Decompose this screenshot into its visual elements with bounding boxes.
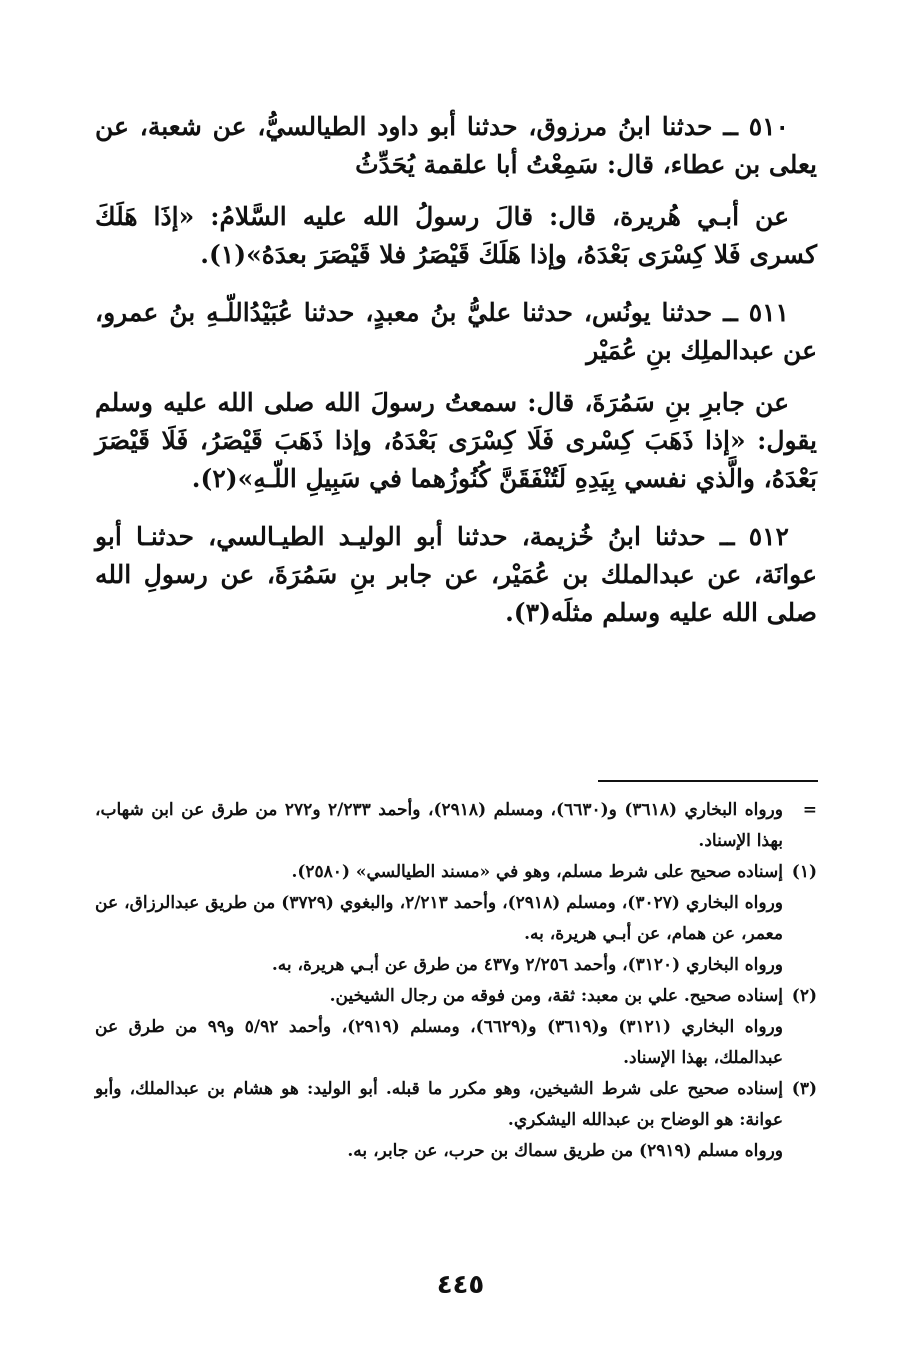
main-text (95, 108, 817, 652)
footnote-1 (95, 857, 817, 981)
hadith-510-matn: عن أبـي هُريرة، قال: قالَ رسولُ الله عليه السَّلامُ: «إذَا هَلَكَ كسرى فَلا كِسْرَى بَعْدَهُ، وإذا هَلَكَ قَيْصَرُ فلا قَيْصَرَ بعدَهُ»(١). (95, 202, 817, 269)
footnote-line: إسناده صحيح على شرط الشيخين، وهو مكرر ما قبله. أبو الوليد: هو هشام بن عبدالملك، وأبو عوانة: هو الوضاح بن عبدالله اليشكري. (95, 1079, 783, 1130)
footnote-line: ورواه البخاري (٣٦١٨) و(٦٦٣٠)، ومسلم (٢٩١٨)، وأحمد ٢/٢٣٣ و٢٧٢ من طرق عن ابن شهاب، بهذا الإسناد. (95, 800, 783, 851)
footnote-2 (95, 981, 817, 1074)
footnote-mark: (١) (791, 862, 817, 882)
footnote-line: ورواه البخاري (٣١٢٠)، وأحمد ٢/٢٥٦ و٤٣٧ من طرق عن أبـي هريرة، به. (271, 955, 783, 975)
footnote-line: إسناده صحيح على شرط مسلم، وهو في «مسند الطيالسي» (٢٥٨٠). (291, 862, 783, 882)
footnotes (95, 795, 817, 1167)
footnote-mark: = (802, 800, 817, 820)
footnote-3 (95, 1074, 817, 1167)
footnote-divider (598, 780, 818, 782)
hadith-511-isnad: ٥١١ ــ حدثنا يونُس، حدثنا عليُّ بنُ معبدٍ، حدثنا عُبَيْدُاللّـهِ بنُ عمرو، عن عبدالملِك بنِ عُمَيْر (95, 298, 817, 365)
hadith-511 (95, 294, 817, 498)
hadith-512 (95, 518, 817, 632)
hadith-510 (95, 108, 817, 274)
hadith-511-matn: عن جابرِ بنِ سَمُرَةَ، قال: سمعتُ رسولَ الله صلى الله عليه وسلم يقول: «إذا ذَهَبَ كِسْرى فَلَا كِسْرَى بَعْدَهُ، وإذا ذَهَبَ قَيْصَرُ، فَلَا قَيْصَرَ بَعْدَهُ، والَّذي نفسي بِيَدِهِ لَتُنْفَقَنَّ كُنُوزُهما في سَبِيلِ اللّـهِ»(٢). (95, 388, 817, 493)
footnote-mark: (٣) (791, 1079, 817, 1099)
footnote-continued (95, 795, 817, 857)
hadith-510-isnad: ٥١٠ ــ حدثنا ابنُ مرزوق، حدثنا أبو داود الطيالسيُّ، عن شعبة، عن يعلى بن عطاء، قال: سَمِعْتُ أبا علقمة يُحَدِّثُ (95, 112, 817, 179)
page-number: ٤٤٥ (436, 1270, 485, 1300)
footnote-line: إسناده صحيح. علي بن معبد: ثقة، ومن فوقه من رجال الشيخين. (329, 986, 783, 1006)
footnote-line: ورواه البخاري (٣٠٢٧)، ومسلم (٢٩١٨)، وأحمد ٢/٢١٣، والبغوي (٣٧٢٩) من طريق عبدالرزاق، عن معمر، عن همام، عن أبـي هريرة، به. (95, 893, 784, 944)
hadith-512-isnad: ٥١٢ ــ حدثنا ابنُ خُزيمة، حدثنا أبو الوليـد الطيـالسي، حدثنـا أبو عوانَة، عن عبدالملك بن عُمَيْر، عن جابر بنِ سَمُرَةَ، عن رسولِ الله صلى الله عليه وسلم مثلَه(٣). (95, 522, 817, 627)
footnote-line: ورواه مسلم (٢٩١٩) من طريق سماك بن حرب، عن جابر، به. (347, 1141, 783, 1161)
footnote-line: ورواه البخاري (٣١٢١) و(٣٦١٩) و(٦٦٢٩)، ومسلم (٢٩١٩)، وأحمد ٥/٩٢ و٩٩ من طرق عن عبدالملك، بهذا الإسناد. (95, 1017, 783, 1068)
footnote-mark: (٢) (791, 986, 817, 1006)
